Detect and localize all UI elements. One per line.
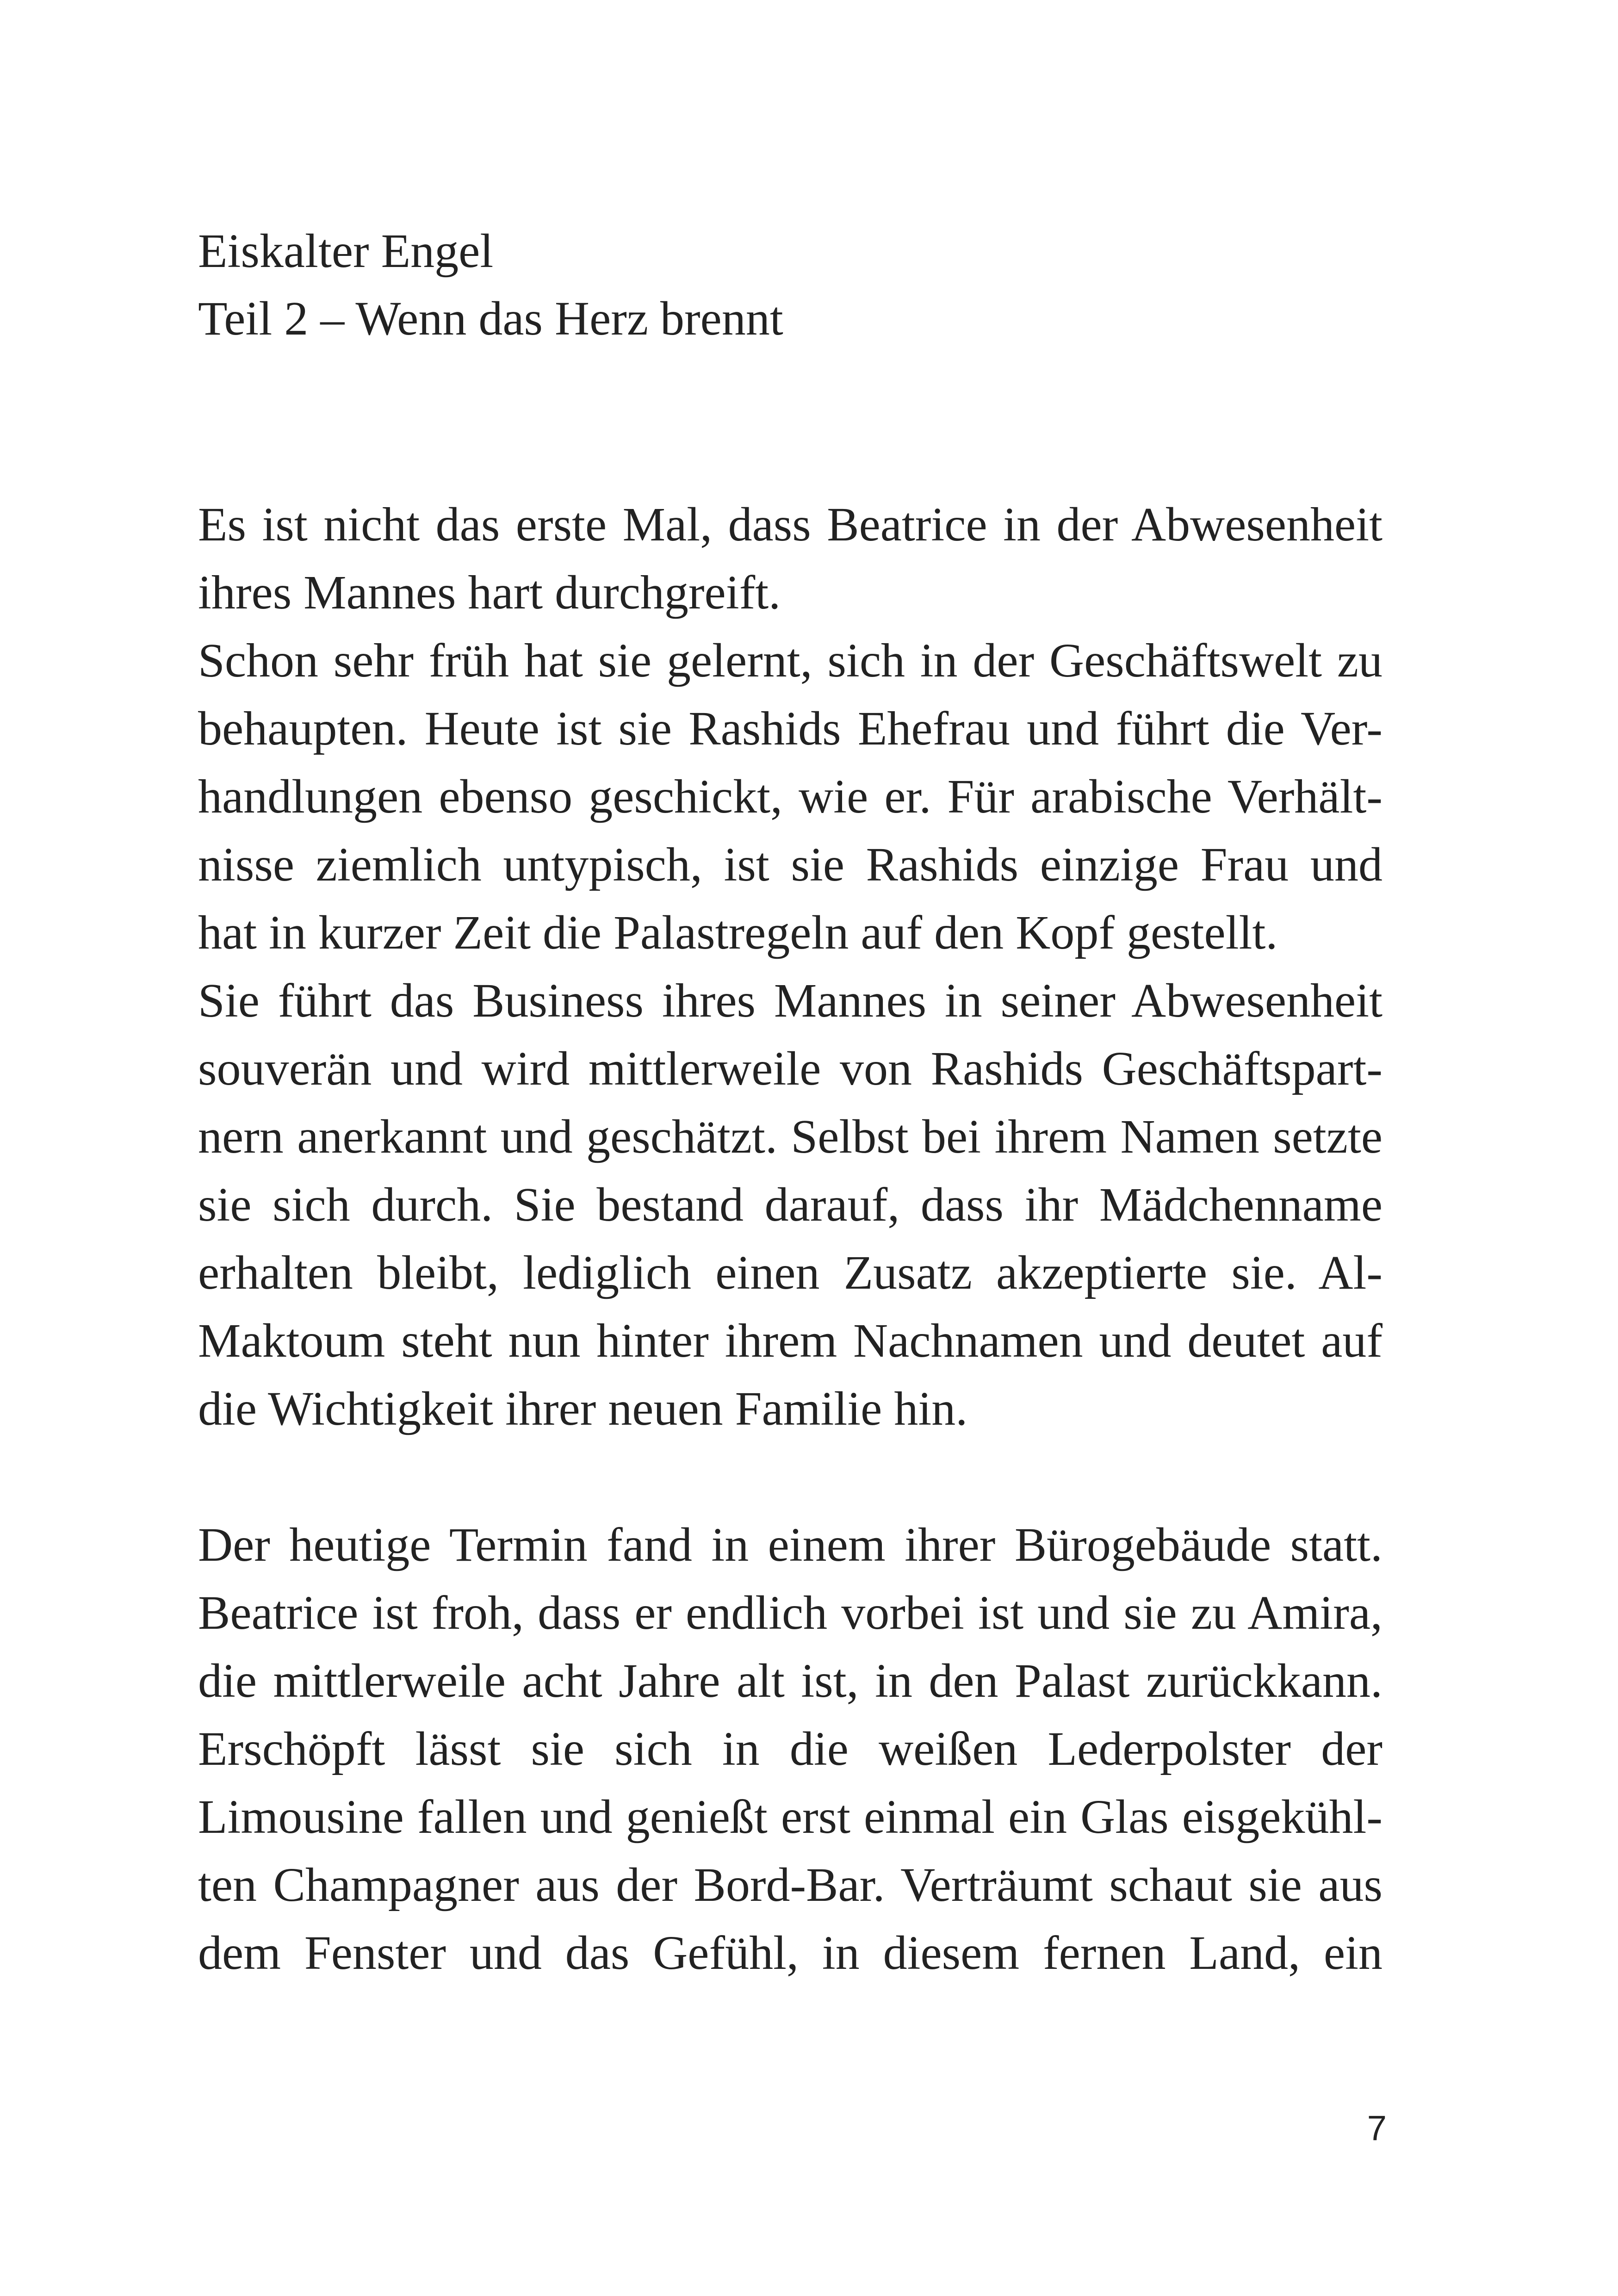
paragraph <box>198 1511 1382 1987</box>
page-number: 7 <box>1367 2109 1387 2148</box>
text-line: Erschöpft lässt sie sich in die weißen Lederpolster der <box>198 1722 1382 1775</box>
text-line: Sie führt das Business ihres Mannes in seiner Abwesenheit <box>198 974 1382 1027</box>
text-line: Schon sehr früh hat sie gelernt, sich in der Geschäftswelt zu <box>198 634 1382 687</box>
paragraph <box>198 490 1382 1443</box>
chapter-body <box>198 490 1382 1987</box>
text-line: Maktoum steht nun hinter ihrem Nachnamen und deutet auf <box>198 1314 1382 1367</box>
text-line: dem Fenster und das Gefühl, in diesem fernen Land, ein <box>198 1926 1382 1980</box>
paragraph-gap <box>198 1443 1382 1511</box>
text-line: handlungen ebenso geschickt, wie er. Für arabische Verhält- <box>198 770 1382 823</box>
text-line: Der heutige Termin fand in einem ihrer Bürogebäude statt. <box>198 1518 1382 1571</box>
text-line: ten Champagner aus der Bord-Bar. Verträumt schaut sie aus <box>198 1858 1382 1911</box>
text-line: Es ist nicht das erste Mal, dass Beatrice in der Abwesenheit <box>198 498 1382 551</box>
text-line: hat in kurzer Zeit die Palastregeln auf den Kopf gestellt. <box>198 906 1278 959</box>
chapter-header <box>198 217 1382 353</box>
text-line: Limousine fallen und genießt erst einmal ein Glas eisgekühl- <box>198 1790 1382 1843</box>
text-line: sie sich durch. Sie bestand darauf, dass ihr Mädchenname <box>198 1178 1382 1231</box>
text-line: die Wichtigkeit ihrer neuen Familie hin. <box>198 1382 968 1435</box>
book-title: Eiskalter Engel <box>198 224 494 278</box>
text-line: Beatrice ist froh, dass er endlich vorbei ist und sie zu Amira, <box>198 1586 1382 1639</box>
text-line: die mittlerweile acht Jahre alt ist, in den Palast zurückkann. <box>198 1654 1382 1707</box>
text-line: behaupten. Heute ist sie Rashids Ehefrau und führt die Ver- <box>198 702 1382 755</box>
text-line: souverän und wird mittlerweile von Rashids Geschäftspart- <box>198 1042 1382 1095</box>
text-line: ihres Mannes hart durchgreift. <box>198 566 781 619</box>
chapter-subtitle: Teil 2 – Wenn das Herz brennt <box>198 292 783 345</box>
text-line: nern anerkannt und geschätzt. Selbst bei ihrem Namen setzte <box>198 1110 1382 1163</box>
text-line: erhalten bleibt, lediglich einen Zusatz akzeptierte sie. Al- <box>198 1246 1382 1299</box>
text-line: nisse ziemlich untypisch, ist sie Rashids einzige Frau und <box>198 838 1382 891</box>
